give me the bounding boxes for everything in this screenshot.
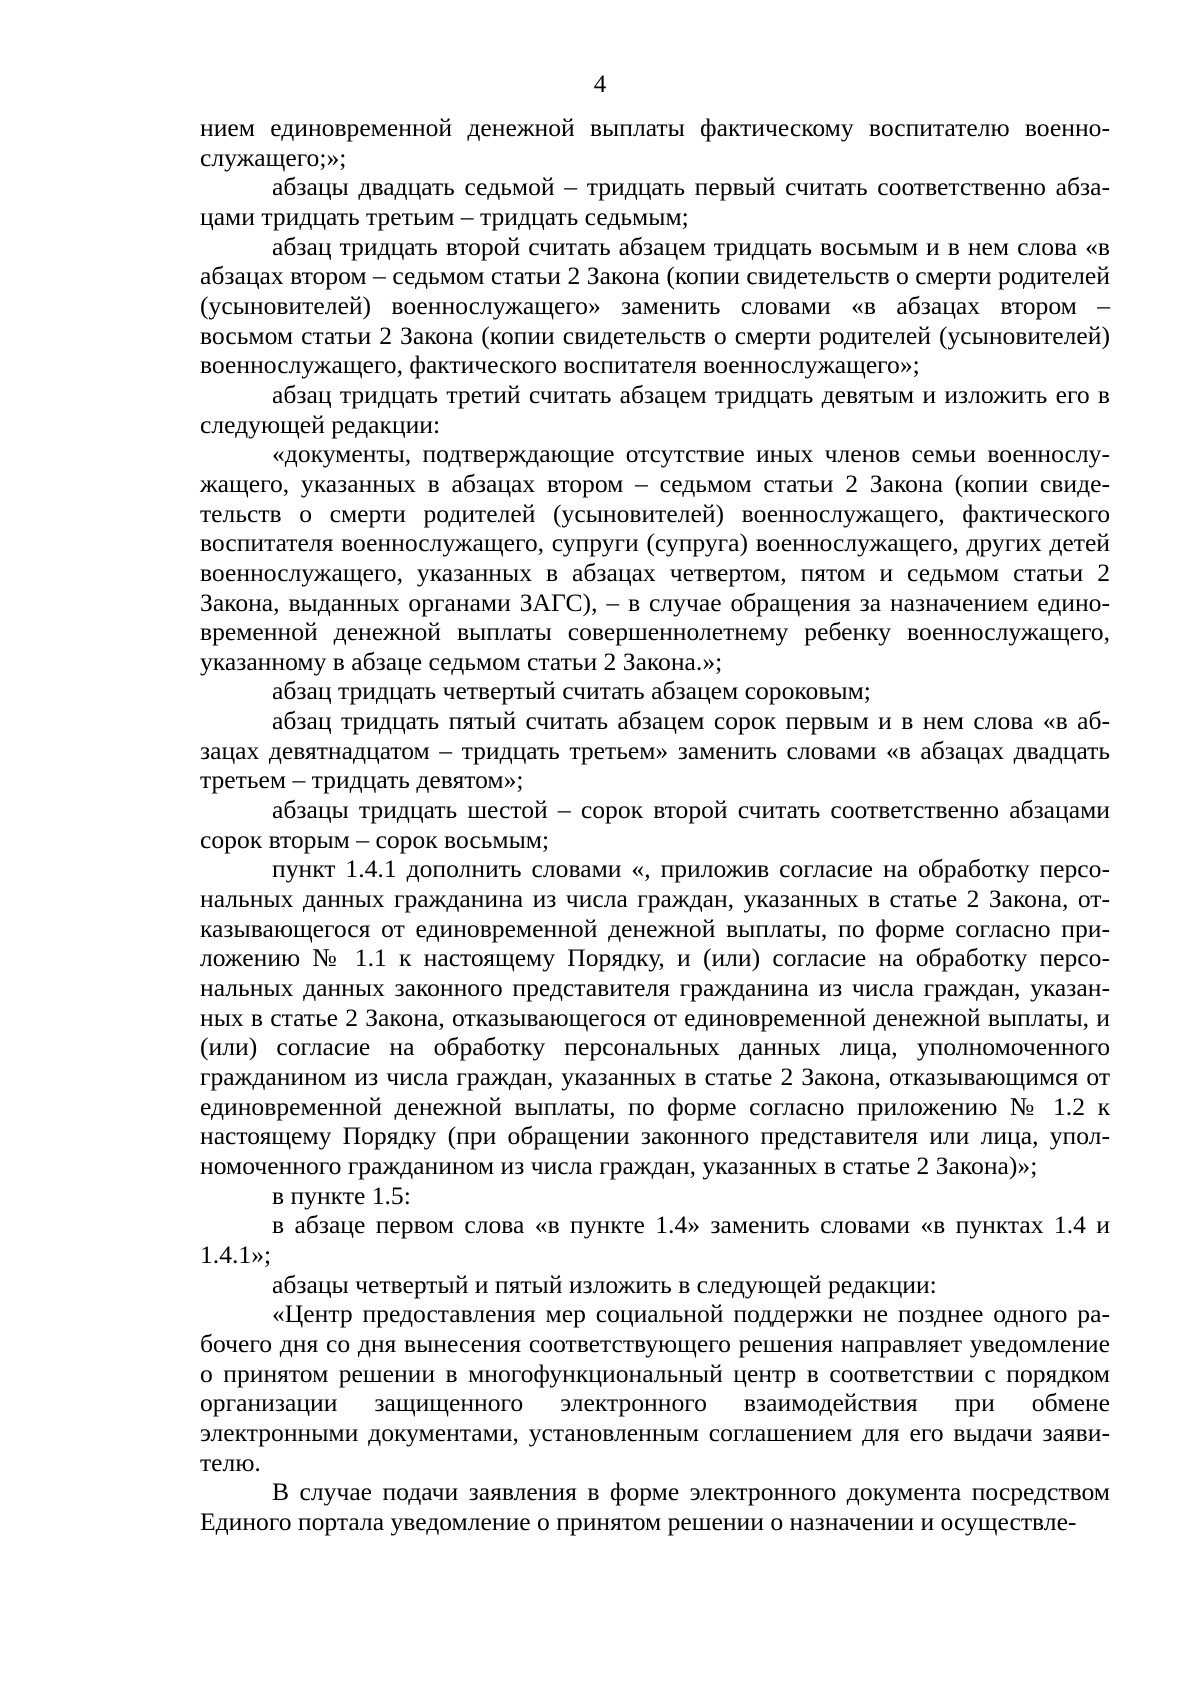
paragraph: абзацы двадцать седьмой – тридцать первый считать соответственно абзацами тридцать третьим – тридцать седьмым;	[200, 172, 1110, 231]
paragraph: «Центр предоставления мер социальной поддержки не позднее одного рабочего дня со дня вынесения соответствующего решения направляет уведомление о принятом решении в многофункциональный центр в соответствии с порядком организации защищенного электронного взаимодействия при обмене электронными документами, установленным соглашением для его выдачи заявителю.	[200, 1299, 1110, 1477]
document-body	[200, 113, 1110, 1537]
paragraph: В случае подачи заявления в форме электронного документа посредством Единого портала уведомление о принятом решении о назначении и осуществле-	[200, 1477, 1110, 1536]
page-number: 4	[593, 71, 607, 98]
paragraph: абзац тридцать пятый считать абзацем сорок первым и в нем слова «в абзацах девятнадцатом – тридцать третьем» заменить словами «в абзацах двадцать третьем – тридцать девятом»;	[200, 706, 1110, 795]
paragraph-continuation: нием единовременной денежной выплаты фактическому воспитателю военнослужащего;»;	[200, 113, 1110, 172]
paragraph: в абзаце первом слова «в пункте 1.4» заменить словами «в пунктах 1.4 и 1.4.1»;	[200, 1210, 1110, 1269]
paragraph: абзац тридцать третий считать абзацем тридцать девятым и изложить его в следующей редакции:	[200, 379, 1110, 439]
paragraph: в пункте 1.5:	[272, 1180, 411, 1210]
paragraph: абзацы тридцать шестой – сорок второй считать соответственно абзацами сорок вторым – сорок восьмым;	[200, 795, 1110, 854]
paragraph: абзац тридцать четвертый считать абзацем сороковым;	[272, 676, 871, 706]
paragraph: абзац тридцать второй считать абзацем тридцать восьмым и в нем слова «в абзацах втором – седьмом статьи 2 Закона (копии свидетельств о смерти родителей (усыновителей) военнослужащего» заменить словами «в абзацах втором – восьмом статьи 2 Закона (копии свидетельств о смерти родителей (усыновителей) военнослужащего, фактического воспитателя военнослужащего»;	[200, 231, 1110, 380]
paragraph: «документы, подтверждающие отсутствие иных членов семьи военнослужащего, указанных в абзацах втором – седьмом статьи 2 Закона (копии свидетельств о смерти родителей (усыновителей) военнослужащего, фактического воспитателя военнослужащего, супруги (супруга) военнослужащего, других детей военнослужащего, указанных в абзацах четвертом, пятом и седьмом статьи 2 Закона, выданных органами ЗАГС), – в случае обращения за назначением единовременной денежной выплаты совершеннолетнему ребенку военнослужащего, указанному в абзаце седьмом статьи 2 Закона.»;	[200, 439, 1110, 676]
paragraph: пункт 1.4.1 дополнить словами «, приложив согласие на обработку персональных данных гражданина из числа граждан, указанных в статье 2 Закона, отказывающегося от единовременной денежной выплаты, по форме согласно приложению № 1.1 к настоящему Порядку, и (или) согласие на обработку персональных данных законного представителя гражданина из числа граждан, указанных в статье 2 Закона, отказывающегося от единовременной денежной выплаты, и (или) согласие на обработку персональных данных лица, уполномоченного гражданином из числа граждан, указанных в статье 2 Закона, отказывающимся от единовременной денежной выплаты, по форме согласно приложению № 1.2 к настоящему Порядку (при обращении законного представителя или лица, уполномоченного гражданином из числа граждан, указанных в статье 2 Закона)»;	[200, 854, 1110, 1180]
paragraph: абзацы четвертый и пятый изложить в следующей редакции:	[272, 1269, 937, 1299]
